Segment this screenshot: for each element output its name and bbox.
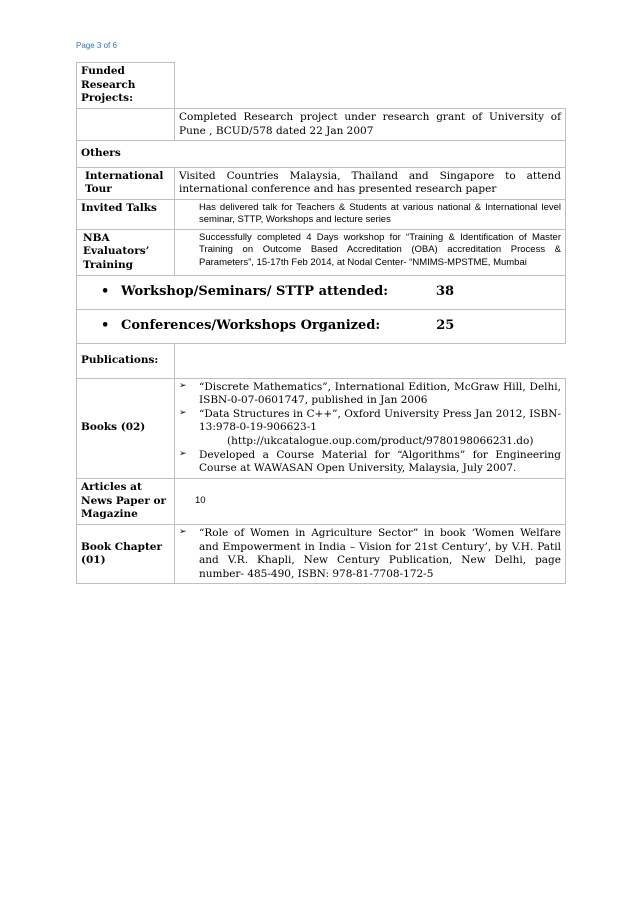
books-row [77, 378, 566, 478]
intl-tour-text: Visited Countries Malaysia, Thailand and Singapore to attend international conference and has presented research paper [175, 167, 566, 199]
workshops-attended-row [77, 275, 566, 309]
chapter-text: “Role of Women in Agriculture Sector” in book ‘Women Welfare and Empowerment in India – Vision for 21st Century’, by V.H. Patil and V.R. Khapli, New Century Publication, New Delhi, page number- 485-490, ISBN: 978-81-7708-172-5 [199, 526, 561, 580]
intl-tour-row [77, 167, 566, 199]
arrow-bullet-icon: ➢ [179, 448, 187, 459]
others-row [77, 141, 566, 168]
articles-value: 10 [175, 479, 566, 525]
funded-row [77, 108, 566, 140]
bullet-icon: • [101, 283, 110, 299]
bullet-icon: • [101, 317, 110, 333]
arrow-bullet-icon: ➢ [179, 407, 187, 418]
page-number: Page 3 of 6 [76, 41, 117, 50]
list-item: ➢ “Data Structures in C++”, Oxford University Press Jan 2012, ISBN-13:978-0-19-906623-1 (http://ukcatalogue.oup.com/product/9780198066231.do) [179, 407, 561, 448]
conferences-label: Conferences/Workshops Organized: [121, 317, 381, 333]
arrow-bullet-icon: ➢ [179, 526, 187, 537]
books-list-cell [175, 378, 566, 478]
funded-header-row [77, 63, 566, 109]
invited-talks-label: Invited Talks [77, 200, 175, 230]
invited-talks-row [77, 200, 566, 230]
nba-text: Successfully completed 4 Days workshop for “Training & Identification of Master Training on Outcome Based Accreditation (OBA) accreditation Process & Parameters”, 15-17th Feb 2014, at Nodal Center- “NMIMS-MPSTME, Mumbai [175, 229, 566, 275]
intl-tour-label: International Tour [77, 167, 175, 199]
articles-label: Articles at News Paper or Magazine [77, 479, 175, 525]
publications-label: Publications: [77, 343, 175, 378]
funded-text: Completed Research project under research grant of University of Pune , BCUD/578 dated 22 Jan 2007 [175, 108, 566, 140]
profile-table [76, 62, 566, 584]
arrow-bullet-icon: ➢ [179, 380, 187, 391]
conferences-value: 25 [436, 317, 455, 333]
chapter-row [77, 524, 566, 584]
invited-talks-text: Has delivered talk for Teachers & Students at various national & International level seminar, STTP, Workshops and lecture series [175, 200, 566, 230]
funded-label: Funded Research Projects: [77, 63, 175, 109]
publications-row [77, 343, 566, 378]
workshops-attended-label: Workshop/Seminars/ STTP attended: [121, 283, 388, 299]
workshops-attended-value: 38 [436, 283, 455, 299]
books-list [179, 381, 561, 476]
nba-row [77, 229, 566, 275]
conferences-organized [77, 309, 566, 343]
books-label: Books (02) [77, 378, 175, 478]
nba-label: NBA Evaluators’ Training [77, 229, 175, 275]
conferences-row [77, 309, 566, 343]
books-url: (http://ukcatalogue.oup.com/product/9780198066231.do) [227, 435, 534, 448]
list-item: ➢ “Discrete Mathematics”, International Edition, McGraw Hill, Delhi, ISBN-0-07-0601747, published in Jan 2006 [179, 380, 561, 407]
chapter-label: Book Chapter (01) [77, 524, 175, 584]
articles-row [77, 479, 566, 525]
workshops-attended [77, 275, 566, 309]
list-item [179, 527, 561, 582]
chapter-cell [175, 524, 566, 584]
others-label: Others [77, 141, 566, 168]
list-item: ➢ Developed a Course Material for “Algorithms” for Engineering Course at WAWASAN Open University, Malaysia, July 2007. [179, 448, 561, 475]
